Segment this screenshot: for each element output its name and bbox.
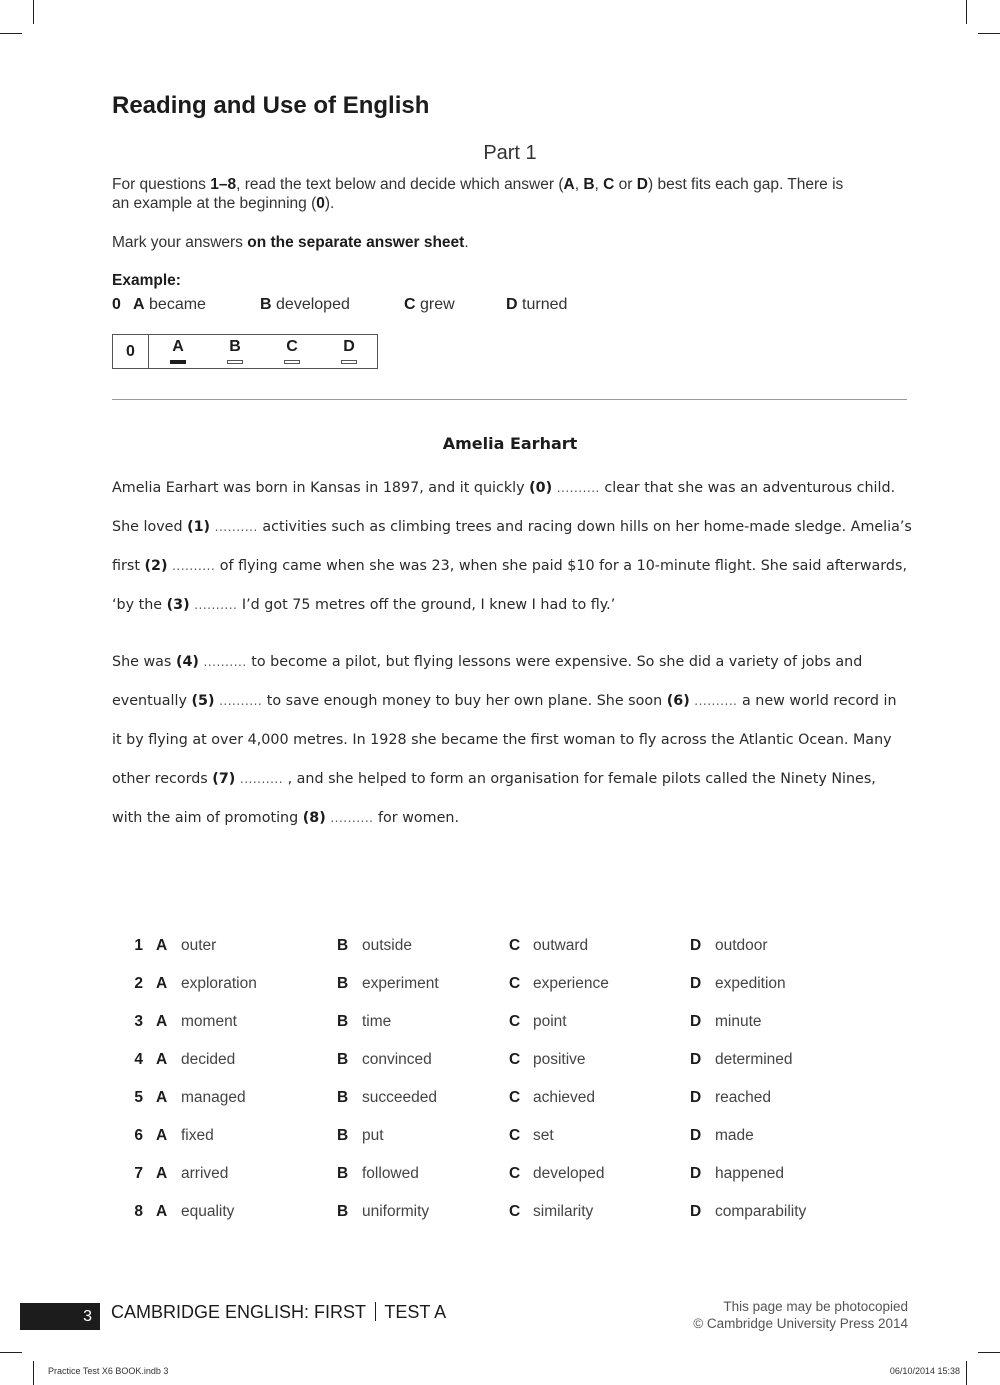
option-letter: C — [509, 1165, 521, 1182]
crop-mark — [966, 1361, 967, 1385]
option-letter: D — [690, 1089, 702, 1106]
option-letter: B — [337, 1051, 349, 1068]
crop-mark — [978, 1352, 1000, 1353]
story-line: it by flying at over 4,000 metres. In 1928 she became the first woman to fly across the Atlantic Ocean. Many — [112, 732, 892, 748]
option-letter: D — [690, 1127, 702, 1144]
option-letter: B — [337, 1013, 349, 1030]
option-word: moment — [181, 1013, 237, 1030]
grid-mark-b — [227, 360, 243, 364]
option-word: uniformity — [362, 1203, 430, 1220]
example-number: 0 — [112, 296, 121, 313]
option-word: succeeded — [362, 1089, 437, 1106]
question-number: 4 — [134, 1051, 143, 1068]
grid-mark-d — [341, 360, 357, 364]
option-word: decided — [181, 1051, 236, 1068]
story-line: eventually (5) .......... to save enough money to buy her own plane. She soon (6) .......... a new world record in — [112, 693, 897, 709]
story-line: ‘by the (3) .......... I’d got 75 metres off the ground, I knew I had to fly.’ — [112, 597, 616, 613]
option-word: outdoor — [715, 937, 768, 954]
option-word: experience — [533, 975, 609, 992]
option-letter: B — [337, 1203, 349, 1220]
grid-mark-c — [284, 360, 300, 364]
option-letter: A — [156, 1089, 168, 1106]
option-letter: D — [690, 1203, 702, 1220]
page-title: Reading and Use of English — [112, 92, 430, 119]
instructions: For questions 1–8, read the text below and decide which answer (A, B, C or D) best fits each gap. There is an example at the beginning (0). — [112, 176, 844, 212]
option-word: exploration — [181, 975, 257, 992]
option-word: fixed — [181, 1127, 214, 1144]
question-number: 7 — [134, 1165, 143, 1182]
option-letter: C — [509, 937, 521, 954]
option-letter: A — [156, 1051, 168, 1068]
mark-instruction: Mark your answers on the separate answer sheet. — [112, 234, 469, 251]
grid-letter-a: A — [172, 338, 184, 355]
slug-date: 06/10/2014 15:38 — [889, 1366, 960, 1376]
option-word: minute — [715, 1013, 762, 1030]
copyright-note: This page may be photocopied © Cambridge University Press 2014 — [693, 1299, 908, 1331]
option-letter: A — [156, 1127, 168, 1144]
grid-letter-b: B — [229, 338, 241, 355]
option-letter: A — [156, 1013, 168, 1030]
crop-mark — [33, 0, 34, 24]
option-word: reached — [715, 1089, 772, 1106]
option-letter: D — [690, 1013, 702, 1030]
story-line: first (2) .......... of flying came when she was 23, when she paid $10 for a 10-minute flight. She said afterwards, — [112, 558, 907, 574]
option-word: time — [362, 1013, 392, 1030]
grid-mark-a — [170, 360, 186, 364]
crop-mark — [966, 0, 967, 24]
option-letter: C — [509, 1089, 521, 1106]
option-word: similarity — [533, 1203, 594, 1220]
option-word: set — [533, 1127, 554, 1144]
option-letter: D — [690, 937, 702, 954]
example-answer-grid — [112, 334, 378, 369]
option-word: comparability — [715, 1203, 807, 1220]
divider — [112, 399, 907, 400]
page-number: 3 — [20, 1303, 100, 1330]
option-word: arrived — [181, 1165, 229, 1182]
story-line: with the aim of promoting (8) .......... for women. — [112, 810, 459, 826]
question-number: 2 — [134, 975, 143, 992]
option-word: developed — [533, 1165, 605, 1182]
footer-title: CAMBRIDGE ENGLISH: FIRST TEST A — [111, 1302, 447, 1322]
grid-letter-c: C — [286, 338, 298, 355]
grid-letter-d: D — [343, 338, 355, 355]
option-word: made — [715, 1127, 754, 1144]
option-word: determined — [715, 1051, 793, 1068]
question-number: 8 — [134, 1203, 143, 1220]
question-number: 5 — [134, 1089, 143, 1106]
crop-mark — [978, 33, 1000, 34]
option-letter: C — [509, 1051, 521, 1068]
option-letter: B — [337, 1089, 349, 1106]
option-letter: A — [156, 1203, 168, 1220]
option-word: positive — [533, 1051, 586, 1068]
option-word: outward — [533, 937, 589, 954]
option-letter: D — [690, 975, 702, 992]
option-letter: B — [337, 975, 349, 992]
question-number: 1 — [134, 937, 143, 954]
option-letter: B — [337, 1127, 349, 1144]
part-heading: Part 1 — [483, 142, 537, 164]
story-line: Amelia Earhart was born in Kansas in 1897, and it quickly (0) .......... clear that she was an adventurous child. — [112, 480, 896, 496]
crop-mark — [33, 1361, 34, 1385]
crop-mark — [0, 33, 22, 34]
option-letter: D — [690, 1165, 702, 1182]
question-number: 3 — [134, 1013, 143, 1030]
crop-mark — [0, 1352, 22, 1353]
option-word: expedition — [715, 975, 786, 992]
option-letter: C — [509, 1013, 521, 1030]
option-letter: B — [337, 937, 349, 954]
option-letter: C — [509, 1203, 521, 1220]
option-letter: A — [156, 975, 168, 992]
example-option-c: C grew — [404, 296, 455, 313]
story-line: She loved (1) .......... activities such as climbing trees and racing down hills on her home-made sledge. Amelia’s — [112, 519, 912, 535]
option-letter: D — [690, 1051, 702, 1068]
story-line: She was (4) .......... to become a pilot, but flying lessons were expensive. So she did a variety of jobs and — [112, 654, 863, 670]
option-word: followed — [362, 1165, 419, 1182]
option-letter: B — [337, 1165, 349, 1182]
option-word: point — [533, 1013, 567, 1030]
option-word: managed — [181, 1089, 246, 1106]
example-title: Example: — [112, 272, 181, 289]
grid-number: 0 — [113, 335, 149, 368]
option-word: experiment — [362, 975, 439, 992]
example-option-d: D turned — [506, 296, 568, 313]
option-word: put — [362, 1127, 384, 1144]
option-word: outside — [362, 937, 412, 954]
question-number: 6 — [134, 1127, 143, 1144]
example-option-a: A became — [133, 296, 206, 313]
example-option-b: B developed — [260, 296, 350, 313]
option-letter: C — [509, 1127, 521, 1144]
option-word: achieved — [533, 1089, 596, 1106]
slug-file: Practice Test X6 BOOK.indb 3 — [48, 1366, 169, 1376]
option-letter: A — [156, 937, 168, 954]
story-title: Amelia Earhart — [442, 434, 578, 453]
option-letter: C — [509, 975, 521, 992]
option-word: equality — [181, 1203, 235, 1220]
option-letter: A — [156, 1165, 168, 1182]
option-word: outer — [181, 937, 217, 954]
option-word: happened — [715, 1165, 784, 1182]
story-line: other records (7) .......... , and she helped to form an organisation for female pilots called the Ninety Nines, — [112, 771, 876, 787]
option-word: convinced — [362, 1051, 432, 1068]
